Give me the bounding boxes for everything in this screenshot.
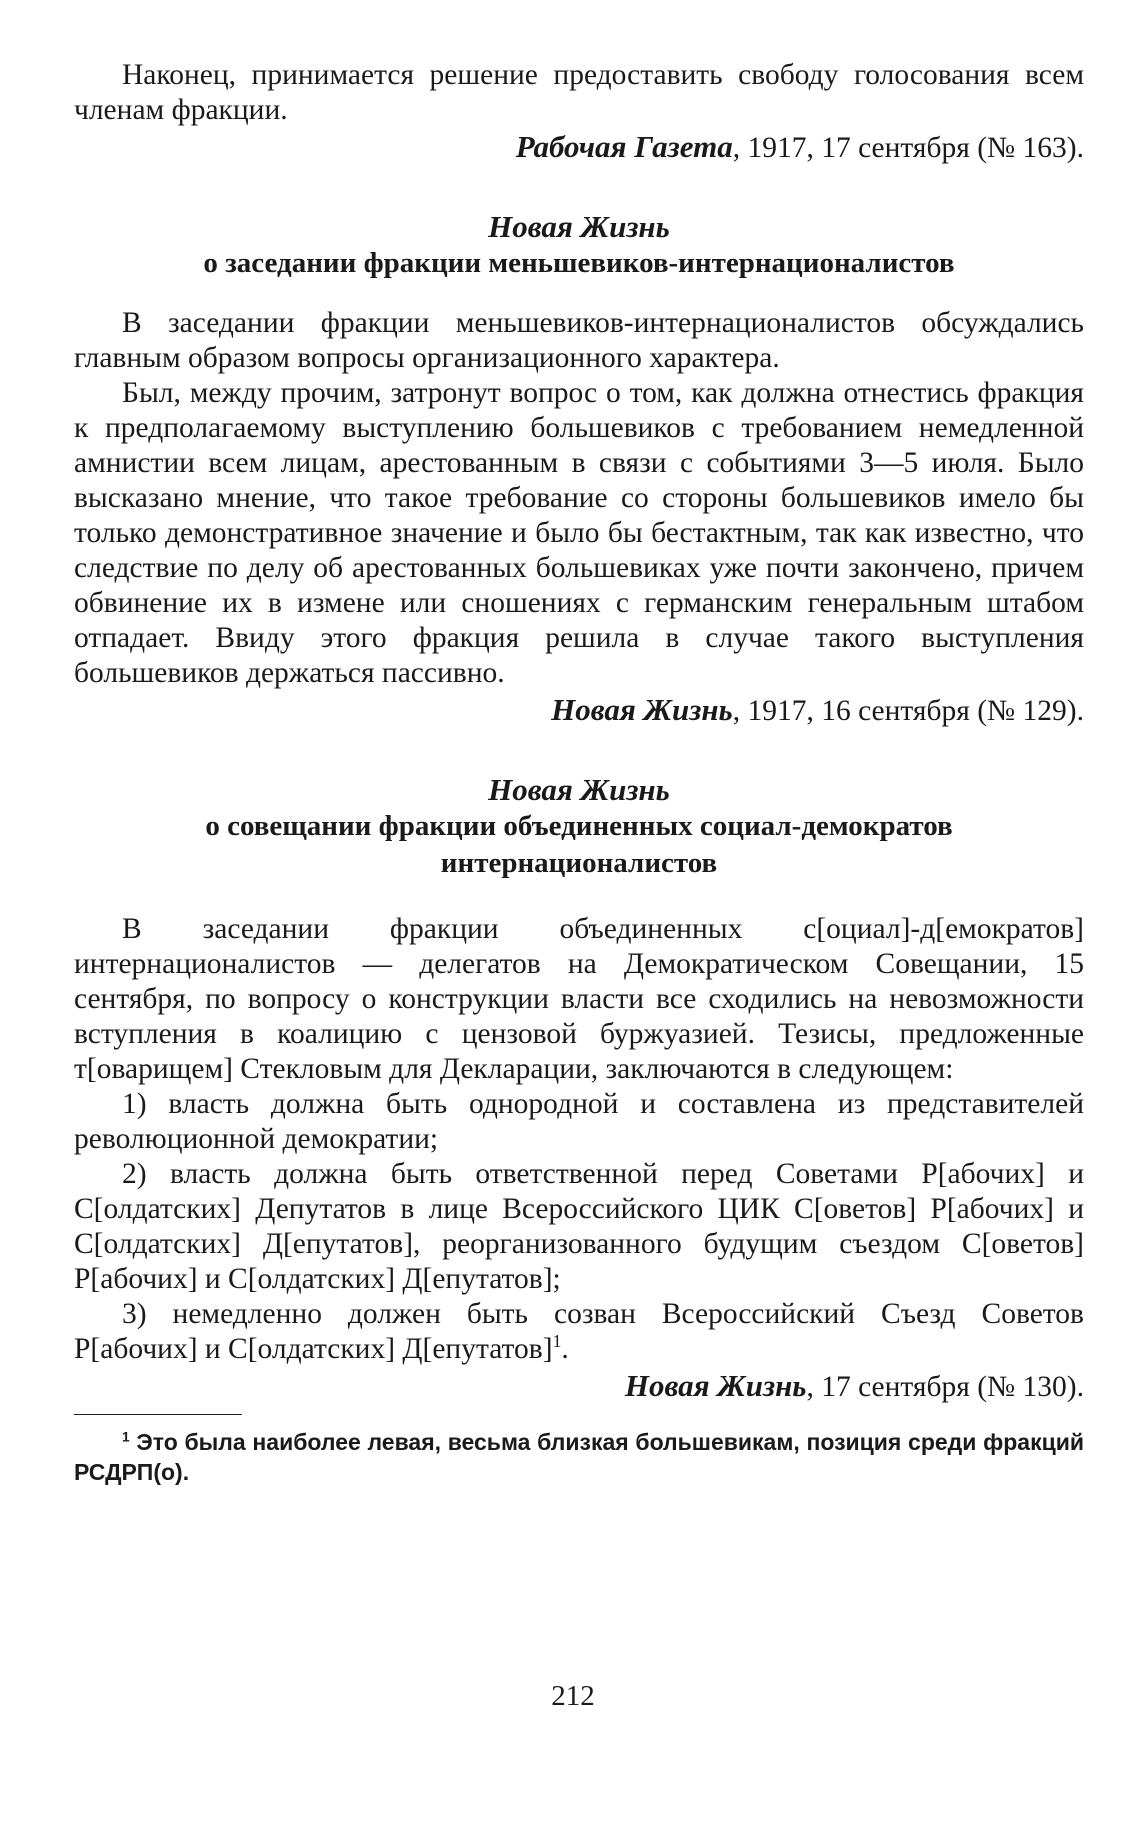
list-item bbox=[74, 1297, 1084, 1367]
section-title: Новая Жизнь bbox=[488, 772, 670, 807]
list-item: 2) власть должна быть ответственной перед Советами Р[абочих] и С[олдатских] Депутатов в лице Всероссийского ЦИК С[оветов] Р[абочих] и С[олдатских] Д[епутатов], реорганизованного будущим съездом С[оветов] Р[абочих] и С[олдатских] Д[епутатов]; bbox=[74, 1158, 1084, 1295]
body-paragraph: Был, между прочим, затронут вопрос о том, как должна отнестись фракция к предполагаемому выступлению большевиков с требованием немедленной амнистии всем лицам, арестованным в связи с событиями 3—5 июля. Было высказано мнение, что такое требование со стороны большевиков имело бы только демонстративное значение и было бы бестактным, так как известно, что следствие по делу об арестованных большевиках уже почти закончено, причем обвинение их в измене или сношениях с германским генеральным штабом отпадает. Ввиду этого фракция решила в случае такого выступления большевиков держаться пассивно. bbox=[74, 377, 1084, 689]
list-item-text: 3) немедленно должен быть созван Всероссийский Съезд Советов Р[абочих] и С[олдатских] Д[епутатов] bbox=[74, 1298, 1084, 1365]
source-publication: Рабочая Газета bbox=[515, 129, 733, 164]
section-subtitle bbox=[74, 808, 1084, 882]
footnote-text: Это была наиболее левая, весьма близкая большевикам, позиция среди фракций РСДРП(о). bbox=[74, 1429, 1084, 1485]
source-citation bbox=[74, 691, 1084, 730]
page-number: 212 bbox=[551, 1680, 595, 1712]
page-content bbox=[74, 58, 1084, 1487]
section-title: Новая Жизнь bbox=[488, 209, 670, 244]
intro-paragraph: Наконец, принимается решение предоставить свободу голосования всем членам фракции. bbox=[74, 59, 1084, 126]
subtitle-line: интернационалистов bbox=[440, 847, 718, 879]
footnote bbox=[74, 1427, 1084, 1487]
section-subtitle: о заседании фракции меньшевиков-интернационалистов bbox=[203, 247, 955, 279]
footnote-marker: 1 bbox=[122, 1429, 130, 1445]
list-item: 1) власть должна быть однородной и составлена из представителей революционной демократии; bbox=[74, 1088, 1084, 1155]
footnote-divider bbox=[74, 1414, 242, 1415]
source-date: , 17 сентября (№ 130). bbox=[806, 1371, 1084, 1403]
source-publication: Новая Жизнь bbox=[624, 1368, 807, 1403]
source-date: , 1917, 17 сентября (№ 163). bbox=[732, 132, 1084, 164]
body-paragraph: В заседании фракции меньшевиков-интернационалистов обсуждались главным образом вопросы организационного характера. bbox=[74, 307, 1084, 374]
source-citation bbox=[74, 128, 1084, 167]
list-item-end: . bbox=[561, 1333, 569, 1365]
source-date: , 1917, 16 сентября (№ 129). bbox=[732, 695, 1084, 727]
subtitle-line: о совещании фракции объединенных социал-демократов bbox=[205, 810, 953, 842]
source-citation bbox=[74, 1367, 1084, 1406]
body-paragraph: В заседании фракции объединенных с[оциал]-д[емократов] интернационалистов — делегатов на Демократическом Совещании, 15 сентября, по вопросу о конструкции власти все сходились на невозможности вступления в коалицию с цензовой буржуазией. Тезисы, предложенные т[оварищем] Стекловым для Декларации, заключаются в следующем: bbox=[74, 913, 1084, 1085]
source-publication: Новая Жизнь bbox=[551, 692, 733, 727]
footnote-reference: 1 bbox=[552, 1331, 562, 1352]
